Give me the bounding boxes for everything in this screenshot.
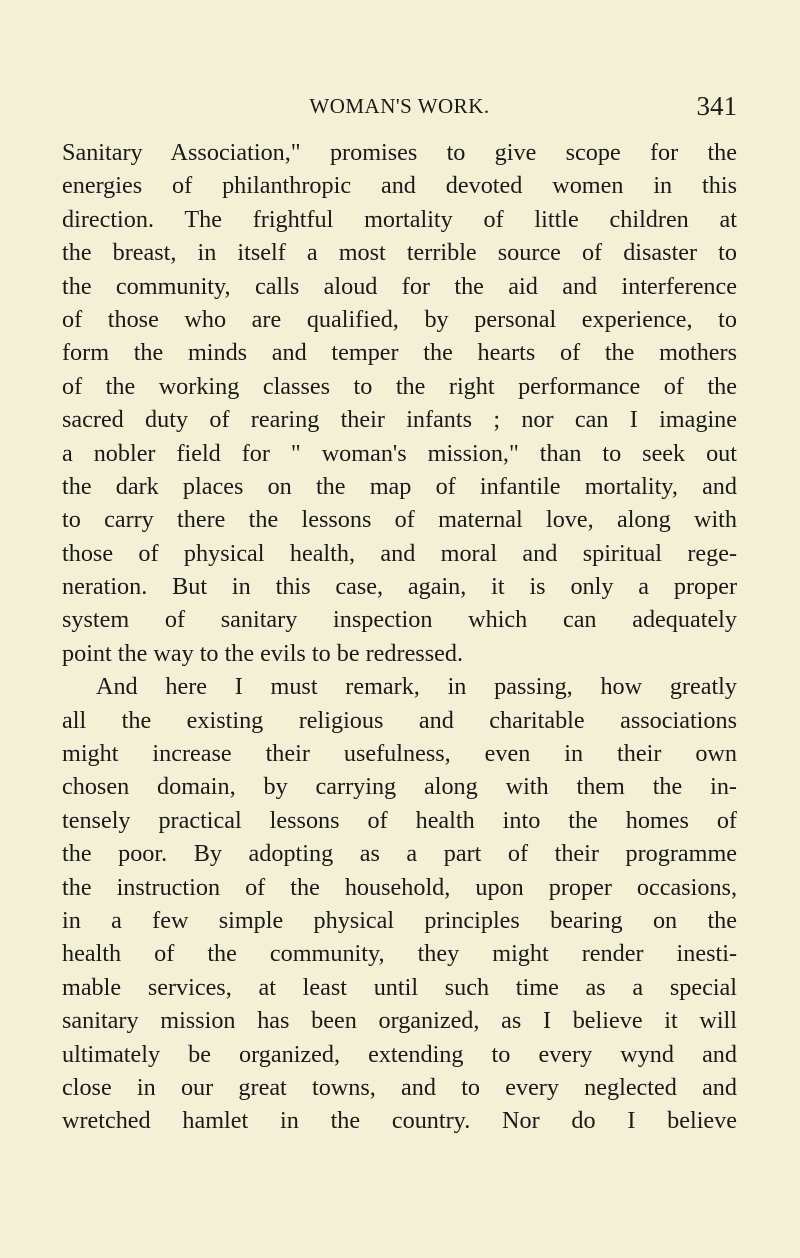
text-line: form the minds and temper the hearts of the mothers — [62, 339, 737, 367]
text-line: the community, calls aloud for the aid and interference — [62, 272, 737, 300]
text-line: direction. The frightful mortality of little children at — [62, 205, 737, 233]
text-line: sanitary mission has been organized, as I believe it will — [62, 1007, 737, 1035]
text-line: close in our great towns, and to every neglected and — [62, 1073, 737, 1101]
text-line: sacred duty of rearing their infants ; nor can I imagine — [62, 406, 737, 434]
text-line: neration. But in this case, again, it is only a proper — [62, 573, 737, 601]
text-line: wretched hamlet in the country. Nor do I believe — [62, 1107, 737, 1135]
text-line: health of the community, they might render inesti- — [62, 940, 737, 968]
running-title: WOMAN'S WORK. — [309, 94, 490, 118]
text-line: chosen domain, by carrying along with them the in- — [62, 773, 737, 801]
text-line: those of physical health, and moral and spiritual rege- — [62, 539, 737, 567]
text-line: might increase their usefulness, even in their own — [62, 740, 737, 768]
text-line: the instruction of the household, upon proper occasions, — [62, 873, 737, 901]
body-text — [62, 136, 737, 1138]
text-line: system of sanitary inspection which can adequately — [62, 606, 737, 634]
text-line: a nobler field for " woman's mission," than to seek out — [62, 439, 737, 467]
text-line: in a few simple physical principles bearing on the — [62, 906, 737, 934]
text-line: the dark places on the map of infantile mortality, and — [62, 472, 737, 500]
text-line: energies of philanthropic and devoted women in this — [62, 172, 737, 200]
text-line: of the working classes to the right performance of the — [62, 372, 737, 400]
text-line: ultimately be organized, extending to every wynd and — [62, 1040, 737, 1068]
text-line: the poor. By adopting as a part of their programme — [62, 840, 737, 868]
text-line: tensely practical lessons of health into the homes of — [62, 806, 737, 834]
paragraph-end-line: point the way to the evils to be redressed. — [62, 639, 464, 667]
page-number: 341 — [696, 91, 737, 121]
text-line: to carry there the lessons of maternal love, along with — [62, 506, 737, 534]
text-line: Sanitary Association," promises to give scope for the — [62, 139, 737, 166]
text-line: of those who are qualified, by personal experience, to — [62, 305, 737, 333]
text-line: the breast, in itself a most terrible source of disaster to — [62, 239, 737, 267]
running-head — [62, 91, 737, 124]
paragraph-start-line: And here I must remark, in passing, how greatly — [96, 673, 737, 701]
text-line: mable services, at least until such time as a special — [62, 973, 737, 1001]
text-line: all the existing religious and charitable associations — [62, 706, 737, 734]
